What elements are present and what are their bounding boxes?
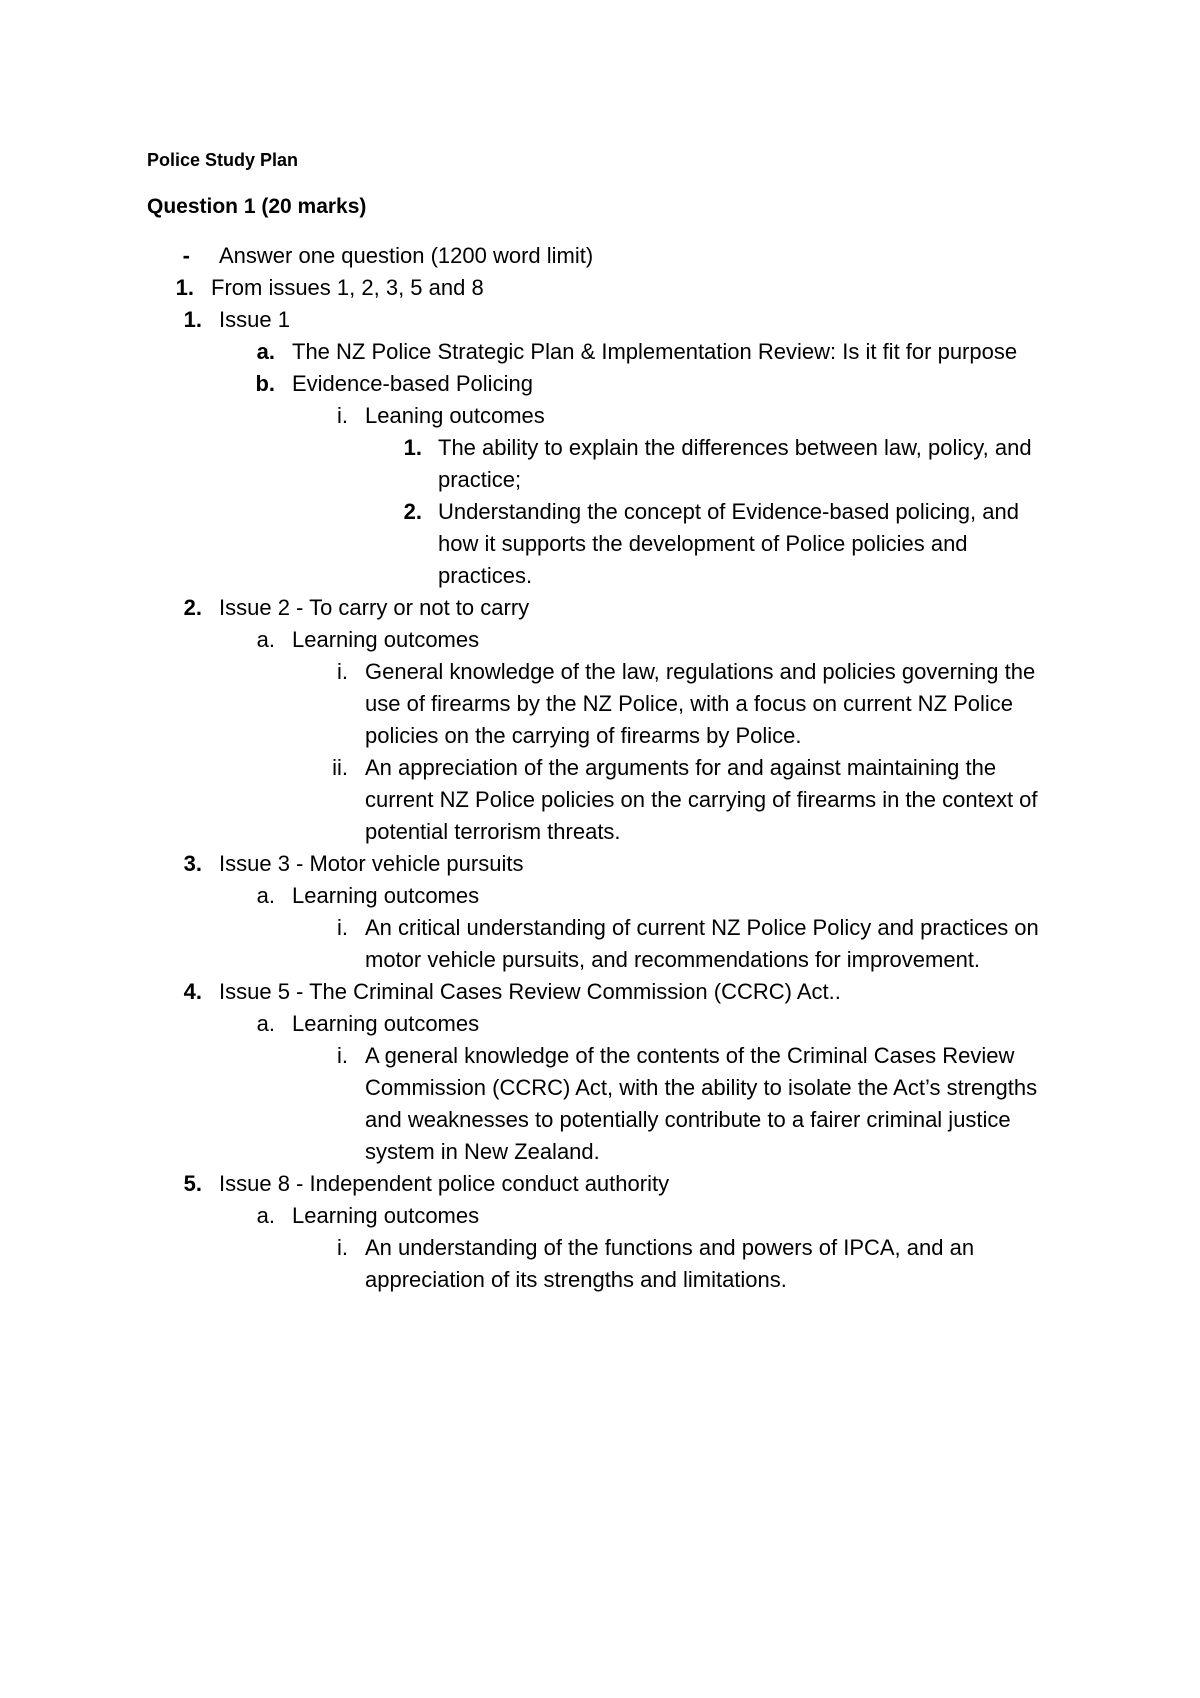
list-marker: 1. (175, 275, 194, 300)
issue-8-outcomes-heading: Learning outcomes (292, 1203, 480, 1228)
list-marker: 1. (183, 307, 202, 332)
list-marker: a. (256, 883, 275, 908)
list-marker: i. (337, 403, 348, 428)
issue-2-outcomes-heading: Learning outcomes (292, 627, 480, 652)
list-marker: a. (256, 1011, 275, 1036)
issue-3-outcome-i-line: An critical understanding of current NZ Police Policy and practices on (365, 915, 1039, 940)
issue-1-outcomes-heading: Leaning outcomes (365, 403, 545, 428)
list-marker: i. (337, 915, 348, 940)
list-marker: 4. (183, 979, 202, 1004)
issue-1-outcome-2-line: Understanding the concept of Evidence-based policing, and (438, 499, 1019, 524)
issue-1-outcome-1-line: The ability to explain the differences between law, policy, and (438, 435, 1032, 460)
list-marker: a. (256, 339, 275, 364)
list-marker: a. (256, 627, 275, 652)
list-marker: i. (337, 659, 348, 684)
list-marker: 1. (403, 435, 422, 460)
issue-2-outcome-ii-line: potential terrorism threats. (365, 819, 621, 844)
issue-2-outcome-i-line: General knowledge of the law, regulations and policies governing the (365, 659, 1036, 684)
issue-1-item-a: The NZ Police Strategic Plan & Implementation Review: Is it fit for purpose (292, 339, 1018, 364)
list-marker: ii. (332, 755, 348, 780)
from-issues-line: From issues 1, 2, 3, 5 and 8 (211, 275, 484, 300)
issue-3-label: Issue 3 - Motor vehicle pursuits (219, 851, 524, 876)
list-marker: i. (337, 1235, 348, 1260)
issue-1-outcome-2-line: how it supports the development of Police policies and (438, 531, 968, 556)
issue-1-label: Issue 1 (219, 307, 290, 332)
issue-8-outcome-i-line: An understanding of the functions and powers of IPCA, and an (365, 1235, 975, 1260)
list-marker: 2. (403, 499, 422, 524)
list-marker: a. (256, 1203, 275, 1228)
issue-2-outcome-i-line: policies on the carrying of firearms by Police. (365, 723, 802, 748)
question-heading: Question 1 (20 marks) (147, 195, 367, 218)
issue-1-outcome-1-line: practice; (438, 467, 522, 492)
issue-2-outcome-i-line: use of firearms by the NZ Police, with a focus on current NZ Police (365, 691, 1014, 716)
issue-2-outcome-ii-line: current NZ Police policies on the carrying of firearms in the context of (365, 787, 1038, 812)
issue-3-outcomes-heading: Learning outcomes (292, 883, 480, 908)
issue-5-outcomes-heading: Learning outcomes (292, 1011, 480, 1036)
issue-8-label: Issue 8 - Independent police conduct authority (219, 1171, 670, 1196)
document-title: Police Study Plan (147, 150, 299, 170)
issue-2-outcome-ii-line: An appreciation of the arguments for and against maintaining the (365, 755, 997, 780)
issue-5-outcome-i-line: A general knowledge of the contents of the Criminal Cases Review (365, 1043, 1015, 1068)
issue-5-label: Issue 5 - The Criminal Cases Review Commission (CCRC) Act.. (219, 979, 841, 1004)
list-marker: 5. (183, 1171, 202, 1196)
issue-3-outcome-i-line: motor vehicle pursuits, and recommendations for improvement. (365, 947, 981, 972)
answer-line: Answer one question (1200 word limit) (219, 243, 594, 268)
issue-1-outcome-2-line: practices. (438, 563, 533, 588)
list-marker: 2. (183, 595, 202, 620)
issue-5-outcome-i-line: Commission (CCRC) Act, with the ability to isolate the Act’s strengths (365, 1075, 1038, 1100)
dash-marker: - (182, 243, 190, 268)
list-marker: 3. (183, 851, 202, 876)
issue-2-label: Issue 2 - To carry or not to carry (219, 595, 530, 620)
list-marker: i. (337, 1043, 348, 1068)
issue-8-outcome-i-line: appreciation of its strengths and limitations. (365, 1267, 787, 1292)
issue-1-item-b: Evidence-based Policing (292, 371, 533, 396)
issue-5-outcome-i-line: system in New Zealand. (365, 1139, 600, 1164)
list-marker: b. (255, 371, 275, 396)
issue-5-outcome-i-line: and weaknesses to potentially contribute to a fairer criminal justice (365, 1107, 1011, 1132)
